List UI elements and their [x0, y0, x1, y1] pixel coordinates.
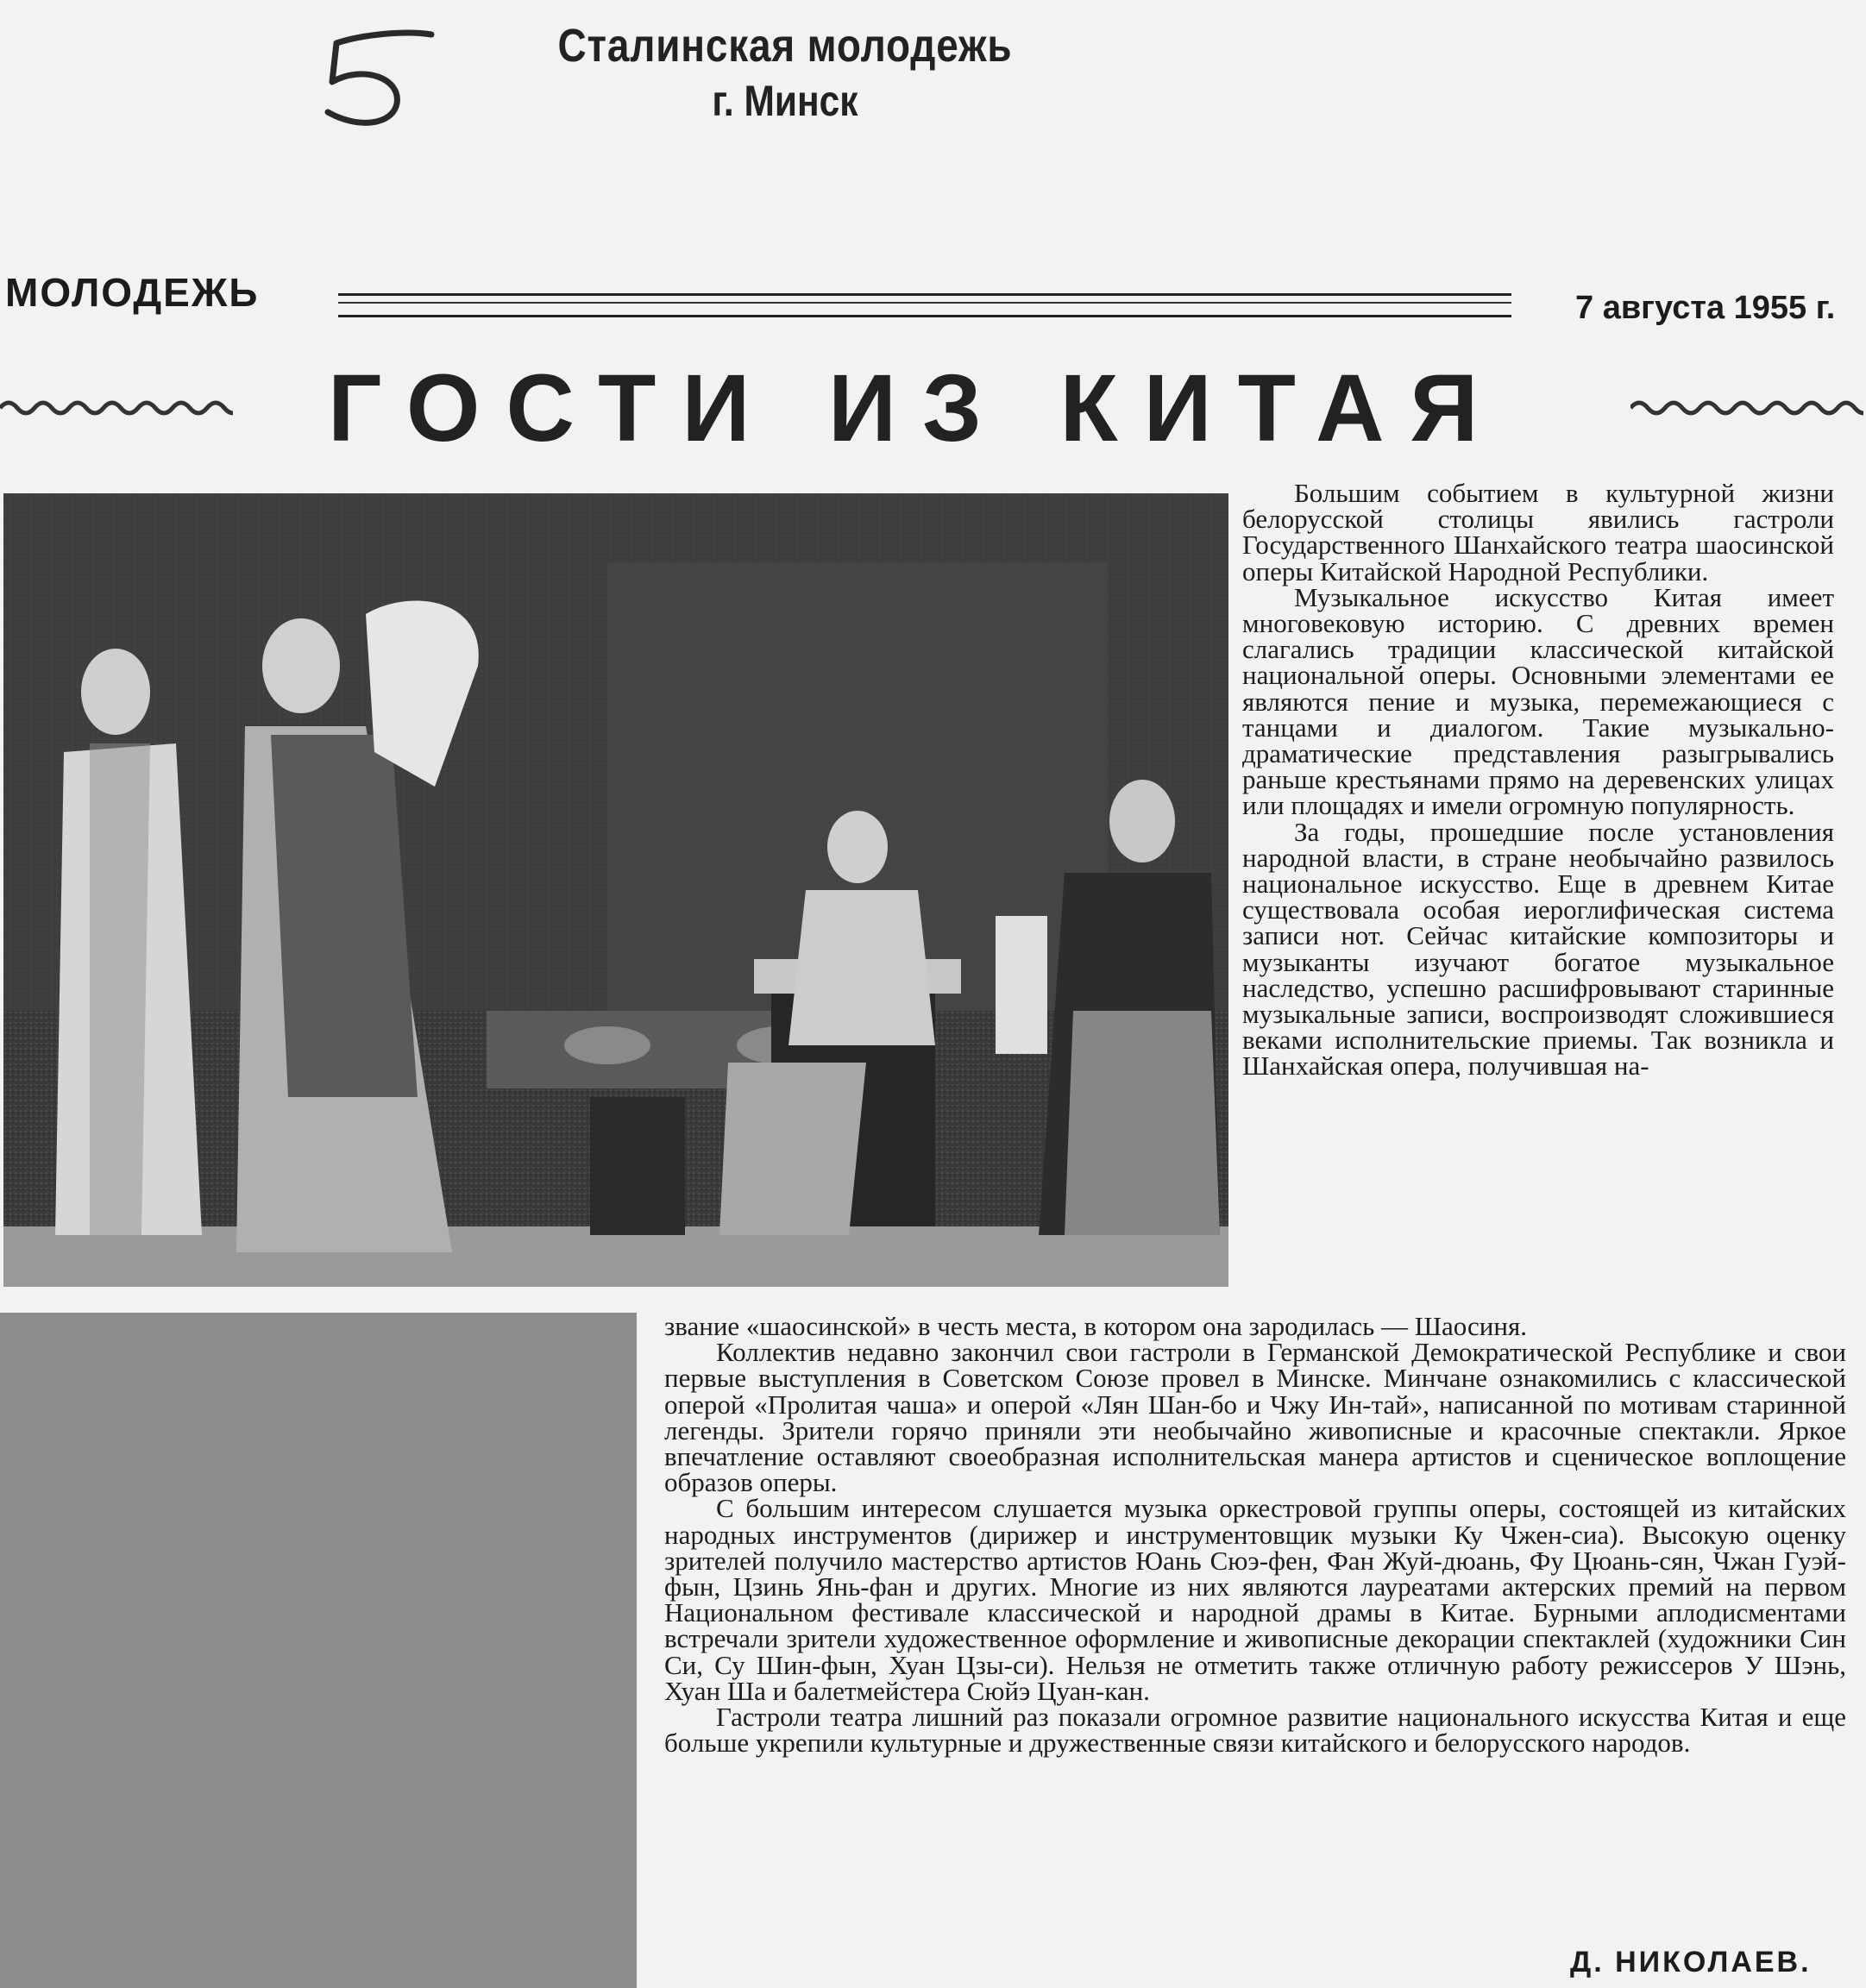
masthead-name: МОЛОДЕЖЬ [5, 270, 260, 315]
stamp-line-2: г. Минск [712, 77, 858, 125]
article-paragraph: За годы, прошедшие после установления народной власти, в стране необычайно развилось национальное искусство. Еще в древнем Китае существовала особая иероглифическая система записи нот. Сейчас китайские композиторы и музыканты изучают богатое музыкальное наследство, успешно расшифровывают старинные музыкальные записи, воспроизводят сложившиеся веками исполнительские приемы. Так возникла и Шанхайская опера, получившая на- [1242, 816, 1834, 1082]
article-paragraph: Музыкальное искусство Китая имеет многовековую историю. С древних времен слагались традиции классической китайской национальной оперы. Основными элементами ее являются пение и музыка, перемежающиеся с танцами и диалогом. Такие музыкально-драматические представления разыгрывались раньше крестьянами прямо на деревенских улицах или площадях и имели огромную популярность. [1242, 581, 1834, 821]
masthead-rule [338, 293, 1511, 317]
author-signature: Д. НИКОЛАЕВ. [1570, 1946, 1812, 1979]
article-paragraph: Большим событием в культурной жизни белорусской столицы явились гастроли Государственного Шанхайского театра шаосинской оперы Китайской Народной Республики. [1242, 478, 1834, 586]
article-paragraph: С большим интересом слушается музыка оркестровой группы оперы, состоящей из китайских народных инструментов (дирижер и инструментовщик музыки Ку Чжен-сиа). Высокую оценку зрителей получило мастерство артистов Юань Сюэ-фен, Фан Жуй-дюань, Фу Цюань-сян, Чжан Гуэй-фын, Цзинь Янь-фан и других. Многие из них являются лауреатами актерских премий на первом Национальном фестивале классической и народной драмы в Китае. Бурными аплодисментами встречали зрители художественное оформление и живописные декорации спектаклей (художники Син Си, Су Шин-фын, Хуан Цзы-си). Нельзя не отметить также отличную работу режиссеров У Шэнь, Хуан Ша и балетмейстера Сюйэ Цуан-кан. [664, 1493, 1846, 1706]
article-headline: ГОСТИ ИЗ КИТАЯ [328, 355, 1505, 461]
newspaper-stamp [483, 17, 1087, 128]
article-lower-column [664, 1311, 1846, 1759]
handwritten-number-mark [311, 17, 440, 129]
grey-paper-patch [0, 1313, 637, 1988]
left-wave-ornament [0, 395, 233, 421]
stamp-line-1: Сталинская молодежь [557, 20, 1013, 72]
masthead-date: 7 августа 1955 г. [1575, 290, 1836, 326]
article-right-column [1242, 480, 1834, 1080]
opera-stage-photo [3, 493, 1228, 1287]
article-paragraph: звание «шаосинской» в честь места, в котором она зародилась — Шаосиня. [664, 1311, 1527, 1341]
article-paragraph: Коллектив недавно закончил свои гастроли в Германской Демократической Республике и свои первые выступления в Советском Союзе провел в Минске. Минчане ознакомились с классической оперой «Пролитая чаша» и оперой «Лян Шан-бо и Чжу Ин-тай», написанной по мотивам старинной легенды. Зрители горячо приняли эти необычайно живописные и красочные спектакли. Яркое впечатление оставляют своеобразная исполнительская манера артистов и сценическое воплощение образов оперы. [664, 1337, 1846, 1498]
right-wave-ornament [1630, 395, 1863, 421]
article-paragraph: Гастроли театра лишний раз показали огромное развитие национального искусства Китая и еще больше укрепили культурные и дружественные связи китайского и белорусского народов. [664, 1702, 1846, 1759]
